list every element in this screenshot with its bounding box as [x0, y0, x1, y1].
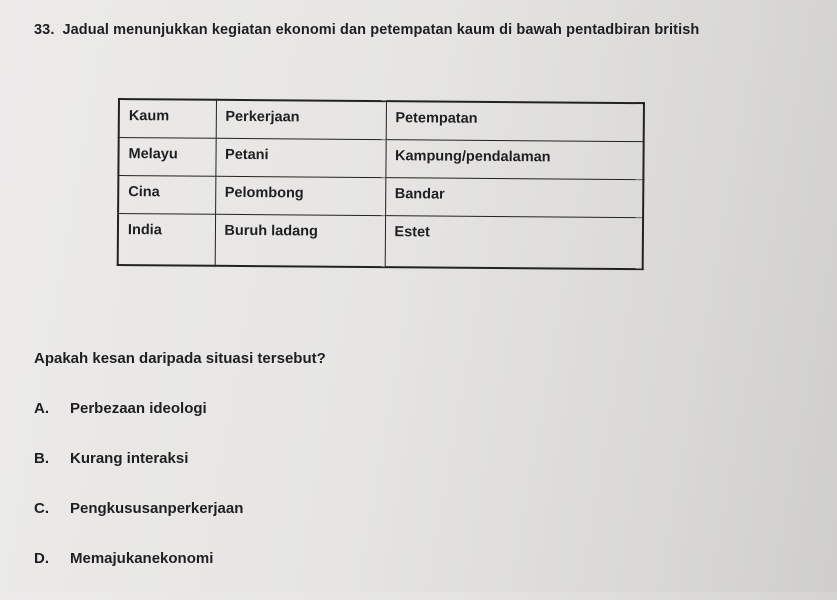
option-text: Kurang interaksi — [70, 450, 189, 467]
table-row — [118, 213, 643, 269]
option-text: Pengkususanperkerjaan — [70, 500, 244, 517]
answer-option-b[interactable] — [34, 450, 243, 500]
option-letter: B. — [34, 450, 49, 467]
option-letter: A. — [34, 400, 49, 417]
table-cell: Cina — [118, 175, 215, 214]
answer-options — [34, 400, 243, 600]
question-prompt: Apakah kesan daripada situasi tersebut? — [34, 350, 326, 367]
option-letter: C. — [34, 500, 49, 517]
table-cell: Melayu — [118, 137, 215, 176]
table-cell: Buruh ladang — [215, 214, 385, 267]
question-number: 33. — [34, 22, 55, 38]
table-header-cell: Perkerjaan — [216, 100, 386, 139]
option-text: Memajukanekonomi — [70, 550, 214, 567]
data-table — [117, 98, 645, 270]
table-cell: Petani — [215, 138, 385, 177]
option-letter: D. — [34, 550, 49, 567]
table-cell: Pelombong — [215, 176, 385, 215]
data-table-wrapper — [117, 98, 645, 270]
question-body: Jadual menunjukkan kegiatan ekonomi dan petempatan kaum di bawah pentadbiran british — [62, 22, 700, 38]
answer-option-a[interactable] — [34, 400, 243, 450]
question-text — [34, 22, 824, 38]
table-cell: Bandar — [385, 177, 643, 217]
table-header-row — [119, 99, 644, 141]
table-row — [118, 175, 643, 217]
table-header-cell: Petempatan — [386, 101, 644, 141]
table-cell: Estet — [385, 215, 643, 269]
table-cell: India — [118, 213, 215, 266]
answer-option-d[interactable] — [34, 550, 243, 600]
table-header-cell: Kaum — [119, 99, 216, 138]
table-row — [118, 137, 643, 179]
option-text: Perbezaan ideologi — [70, 400, 207, 417]
table-cell: Kampung/pendalaman — [385, 139, 643, 179]
answer-option-c[interactable] — [34, 500, 243, 550]
